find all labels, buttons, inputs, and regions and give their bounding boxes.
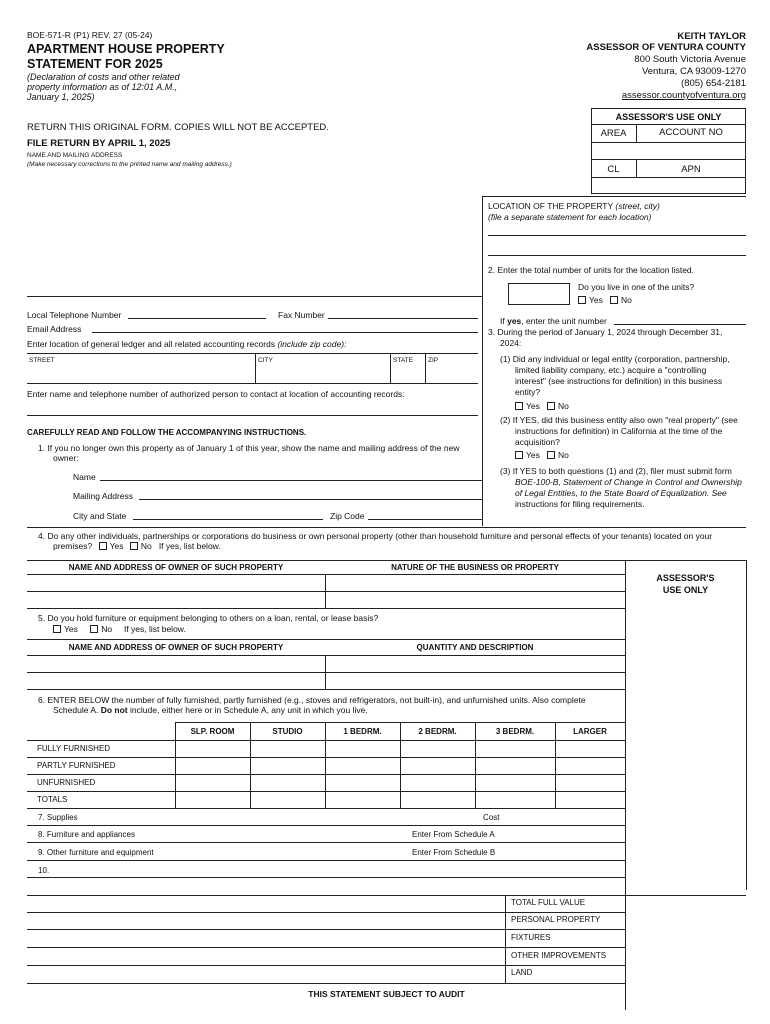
q5-yes-checkbox[interactable] [53,625,61,633]
q6-col-studio: STUDIO [272,727,303,736]
street-label: STREET [29,357,55,364]
form-id: BOE-571-R (P1) REV. 27 (05-24) [27,30,153,40]
q2-yes-checkbox[interactable] [578,296,586,304]
q3-part2: (2) If YES, did this business entity also own "real property" (see instructions for definition) in California at the time of the acquisition? [500,415,738,447]
fax-field[interactable] [328,318,478,319]
q2-no-checkbox[interactable] [610,296,618,304]
assessor-phone: (805) 654-2181 [681,78,746,89]
assessor-use-title: ASSESSOR'S USE ONLY [615,112,722,122]
personal-property-label: PERSONAL PROPERTY [511,915,601,924]
new-owner-name-field[interactable] [100,480,482,481]
q4-line1: 4. Do any other individuals, partnerships or corporations do business or own personal property (other than household furniture and personal effects of your tenants) located on your [38,531,713,541]
new-owner-city-field[interactable] [133,519,323,520]
subtitle-line3: January 1, 2025) [27,92,95,102]
q4-no-checkbox[interactable] [130,542,138,550]
location-line-2[interactable] [488,255,746,256]
authorized-person-field[interactable] [27,415,478,416]
q4-table-row[interactable] [27,591,625,592]
name-mailing-label: NAME AND MAILING ADDRESS [27,152,123,159]
item-8-furniture: 8. Furniture and appliances [38,830,135,839]
telephone-field[interactable] [128,318,266,319]
q6-line2: Schedule A. Do not include, either here or in Schedule A, any unit in which you live. [53,705,368,715]
q6-col-1-bedrm: 1 BEDRM. [343,727,382,736]
new-owner-mailing-field[interactable] [139,499,482,500]
assessor-use-side-line1: ASSESSOR'S [656,573,715,583]
q4-col-owner: NAME AND ADDRESS OF OWNER OF SUCH PROPERTY [68,563,284,572]
cl-label: CL [607,164,620,175]
new-owner-name-label: Name [73,472,96,482]
q6-col-3-bedrm: 3 BEDRM. [495,727,535,736]
q3-2-yes-checkbox[interactable] [515,451,523,459]
email-field[interactable] [92,332,478,333]
other-improvements-label: OTHER IMPROVEMENTS [511,951,607,960]
fixtures-label: FIXTURES [511,933,551,942]
q6-row-unfurnished: UNFURNISHED [37,778,96,787]
ledger-address-field[interactable] [27,383,478,384]
item-8-schedule-a: Enter From Schedule A [412,830,495,839]
zip-label: ZIP [428,357,439,364]
q6-col-larger: LARGER [573,727,607,736]
q6-line1: 6. ENTER BELOW the number of fully furnished, partly furnished (e.g., stoves and refrigerators, not built-in), and unfurnished units. Also complete [38,695,586,705]
q1-line1: 1. If you no longer own this property as of January 1 of this year, show the name and mailing address of the new [38,443,460,453]
q2-unit-number-label: If yes, enter the unit number [500,316,607,326]
return-original-notice: RETURN THIS ORIGINAL FORM. COPIES WILL NOT BE ACCEPTED. [27,122,329,133]
q4-yes-checkbox[interactable] [99,542,107,550]
state-label: STATE [393,357,413,364]
fax-label: Fax Number [278,310,325,320]
area-label: AREA [600,128,627,139]
account-no-label: ACCOUNT NO [659,127,723,138]
new-owner-zip-field[interactable] [368,519,482,520]
q3-part2-options: Yes No [515,450,569,460]
authorized-person-label: Enter name and telephone number of authorized person to contact at location of accounting records: [27,389,405,399]
instructions-heading: CAREFULLY READ AND FOLLOW THE ACCOMPANYING INSTRUCTIONS. [27,428,307,437]
total-full-value-label: TOTAL FULL VALUE [511,898,586,907]
item-9-other-furniture: 9. Other furniture and equipment [38,848,154,857]
q6-row-fully-furnished: FULLY FURNISHED [37,744,111,753]
q6-row-partly-furnished: PARTLY FURNISHED [37,761,116,770]
subtitle-line1: (Declaration of costs and other related [27,72,180,82]
assessor-use-side-line2: USE ONLY [662,585,709,595]
q6-row-totals: TOTALS [37,795,68,804]
location-note: (file a separate statement for each location) [488,212,652,222]
q5-options: Yes No If yes, list below. [53,624,186,634]
city-label: CITY [258,357,273,364]
q3-line1: 3. During the period of January 1, 2024 through December 31, [488,327,723,337]
form-title-line1: APARTMENT HOUSE PROPERTY [27,42,225,56]
q2-live-question: Do you live in one of the units? [578,282,695,292]
location-label: LOCATION OF THE PROPERTY (street, city) [488,201,660,211]
apn-label: APN [681,164,701,175]
q3-1-no-checkbox[interactable] [547,402,555,410]
q4-table-row[interactable] [27,608,625,609]
q2-live-options: Yes No [578,295,632,305]
q6-col-slp-room: SLP. ROOM [190,727,235,736]
telephone-label: Local Telephone Number [27,310,122,320]
q3-line2: 2024: [500,338,522,348]
ledger-label: Enter location of general ledger and all related accounting records (include zip code): [27,339,347,349]
location-line-1[interactable] [488,235,746,236]
q3-part3: (3) If YES to both questions (1) and (2), filer must submit form BOE-100-B, Statement of Change in Control and Ownership of Legal Entities, to the State Board of Equalization. See instructions for filing requirements. [500,466,742,509]
land-label: LAND [511,968,533,977]
name-mailing-note: (Make necessary corrections to the printed name and mailing address.) [27,161,232,168]
item-10: 10. [38,866,50,875]
assessor-office: ASSESSOR OF VENTURA COUNTY [586,42,746,53]
q1-line2: owner: [53,453,79,463]
q3-1-yes-checkbox[interactable] [515,402,523,410]
assessor-address2: Ventura, CA 93009-1270 [641,66,746,77]
q3-2-no-checkbox[interactable] [547,451,555,459]
new-owner-zip-label: Zip Code [330,511,365,521]
file-by-notice: FILE RETURN BY APRIL 1, 2025 [27,138,171,149]
q3-part1-options: Yes No [515,401,569,411]
q5-table-row[interactable] [27,689,625,690]
q5-table-row[interactable] [27,672,625,673]
units-count-box[interactable] [508,283,570,305]
form-title-line2: STATEMENT FOR 2025 [27,57,163,71]
q5-line1: 5. Do you hold furniture or equipment belonging to others on a loan, rental, or lease basis? [38,613,379,623]
q4-col-nature: NATURE OF THE BUSINESS OR PROPERTY [391,563,559,572]
q5-no-checkbox[interactable] [90,625,98,633]
subtitle-line2: property information as of 12:01 A.M., [27,82,178,92]
q6-col-2-bedrm: 2 BEDRM. [418,727,457,736]
q5-col-owner: NAME AND ADDRESS OF OWNER OF SUCH PROPERTY [68,643,284,652]
q4-line2: premises? Yes No If yes, list below. [53,541,221,551]
item-7-supplies: 7. Supplies [38,813,78,822]
q2-text: 2. Enter the total number of units for the location listed. [488,265,695,275]
assessor-website-link[interactable]: assessor.countyofventura.org [621,90,746,101]
new-owner-city-label: City and State [73,511,127,521]
q3-part1: (1) Did any individual or legal entity (corporation, partnership, limited liability company, etc.) acquire a "controlling interest" (see instructions for definition) in this business entity? [500,354,730,397]
item-7-cost: Cost [483,813,500,822]
audit-footer: THIS STATEMENT SUBJECT TO AUDIT [308,989,465,999]
assessor-name: KEITH TAYLOR [677,31,746,42]
email-label: Email Address [27,324,82,334]
assessor-address1: 800 South Victoria Avenue [634,54,746,65]
q5-col-quantity: QUANTITY AND DESCRIPTION [416,643,534,652]
new-owner-mailing-label: Mailing Address [73,491,134,501]
item-9-schedule-b: Enter From Schedule B [412,848,496,857]
unit-number-field[interactable] [614,324,746,325]
